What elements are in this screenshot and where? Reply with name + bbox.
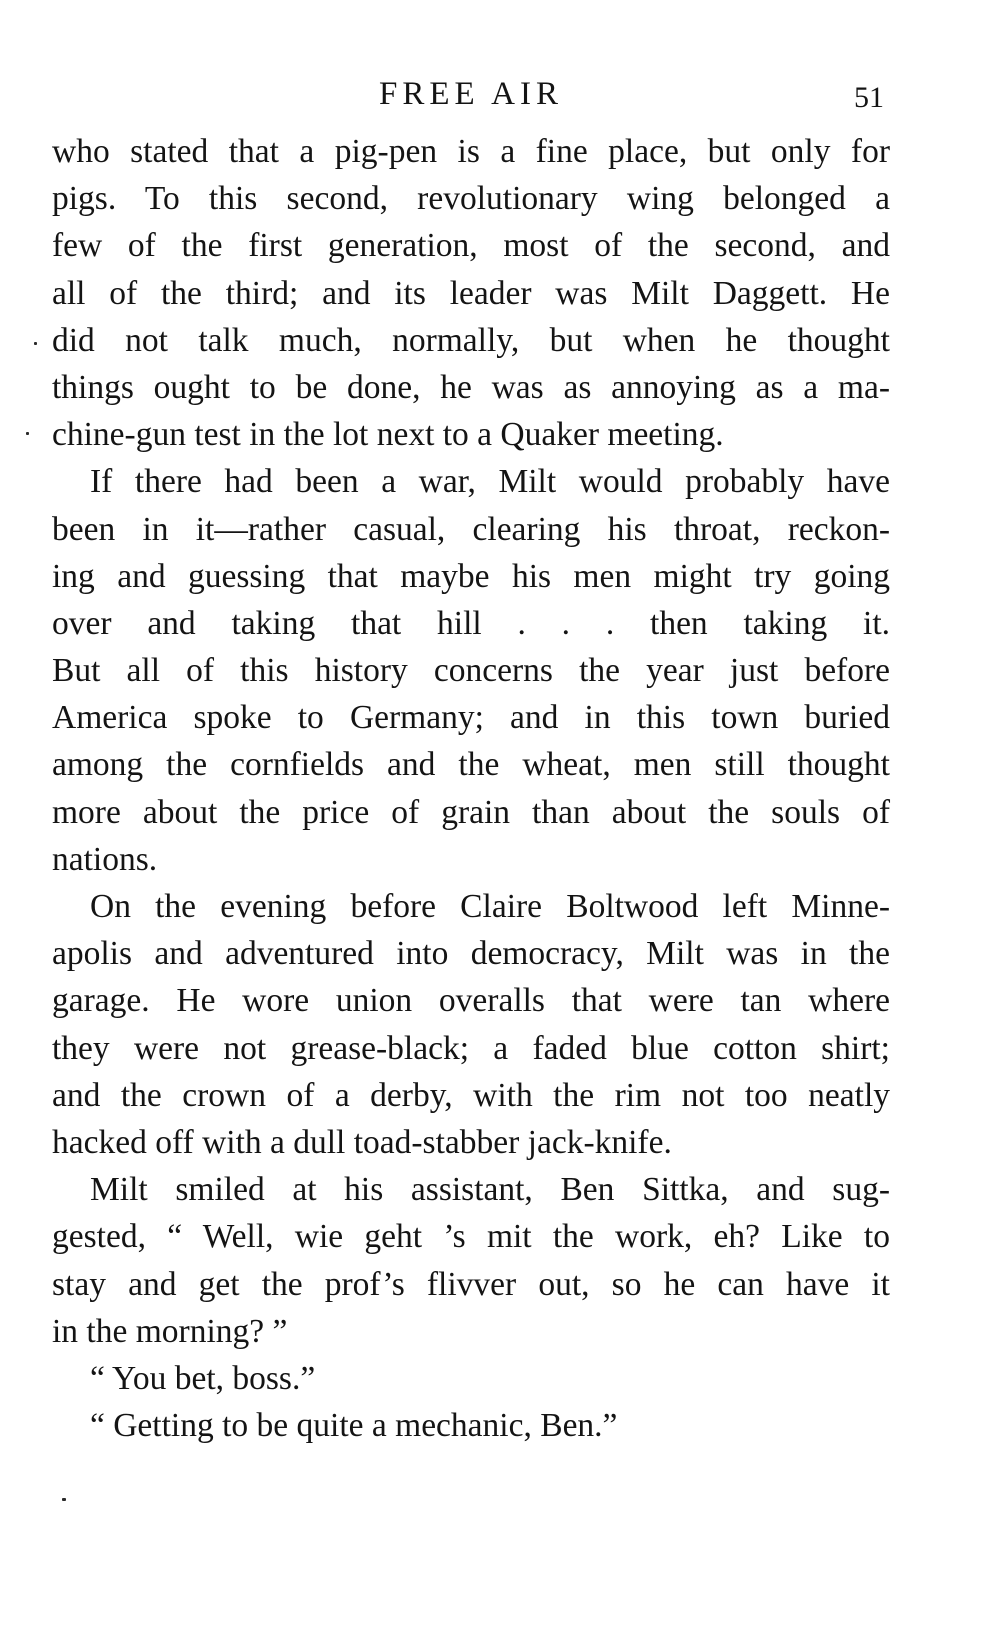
text-line: things ought to be done, he was as annoying as a ma- xyxy=(52,368,890,406)
text-line: Milt smiled at his assistant, Ben Sittka, and sug- xyxy=(90,1171,890,1209)
scan-speck xyxy=(34,342,37,345)
text-line: more about the price of grain than about the souls of xyxy=(52,793,890,831)
text-line: America spoke to Germany; and in this town buried xyxy=(52,699,890,737)
text-line: ing and guessing that maybe his men might try going xyxy=(52,557,890,595)
paragraph xyxy=(52,1166,890,1355)
text-line: apolis and adventured into democracy, Milt was in the xyxy=(52,935,890,973)
text-line: pigs. To this second, revolutionary wing belonged a xyxy=(52,180,890,218)
paragraph xyxy=(52,458,890,883)
text-line: “ You bet, boss.” xyxy=(90,1359,316,1397)
text-line: they were not grease-black; a faded blue cotton shirt; xyxy=(52,1029,890,1067)
text-line: gested, “ Well, wie geht ’s mit the work, eh? Like to xyxy=(52,1218,890,1256)
text-line: “ Getting to be quite a mechanic, Ben.” xyxy=(90,1407,618,1445)
text-line: all of the third; and its leader was Milt Daggett. He xyxy=(52,274,890,312)
paragraph xyxy=(52,128,890,458)
scan-speck xyxy=(62,1498,66,1501)
paragraph xyxy=(52,1355,890,1402)
running-head xyxy=(52,72,890,116)
text-line: and the crown of a derby, with the rim not too neatly xyxy=(52,1076,890,1114)
text-line: On the evening before Claire Boltwood left Minne- xyxy=(90,888,890,925)
text-line: who stated that a pig-pen is a fine place, but only for xyxy=(52,133,890,170)
text-line: been in it—rather casual, clearing his throat, reckon- xyxy=(52,510,890,548)
scan-speck xyxy=(26,432,29,435)
text-line: over and taking that hill . . . then taking it. xyxy=(52,604,890,642)
paragraph xyxy=(52,1402,890,1449)
running-title: FREE AIR xyxy=(379,76,563,112)
text-line: But all of this history concerns the year just before xyxy=(52,652,890,690)
text-line: did not talk much, normally, but when he thought xyxy=(52,321,890,359)
text-line: nations. xyxy=(52,840,158,878)
text-line: chine-gun test in the lot next to a Quaker meeting. xyxy=(52,416,724,454)
text-line: stay and get the prof’s flivver out, so he can have it xyxy=(52,1265,890,1303)
body-text xyxy=(52,128,890,1449)
paragraph xyxy=(52,883,890,1166)
text-line: in the morning? ” xyxy=(52,1312,288,1350)
text-line: few of the first generation, most of the second, and xyxy=(52,227,890,265)
text-line: garage. He wore union overalls that were tan where xyxy=(52,982,890,1020)
text-line: among the cornfields and the wheat, men still thought xyxy=(52,746,890,784)
text-line: If there had been a war, Milt would probably have xyxy=(90,463,890,501)
page-number: 51 xyxy=(854,81,884,114)
text-line: hacked off with a dull toad-stabber jack-knife. xyxy=(52,1123,672,1161)
book-page xyxy=(52,0,890,1626)
